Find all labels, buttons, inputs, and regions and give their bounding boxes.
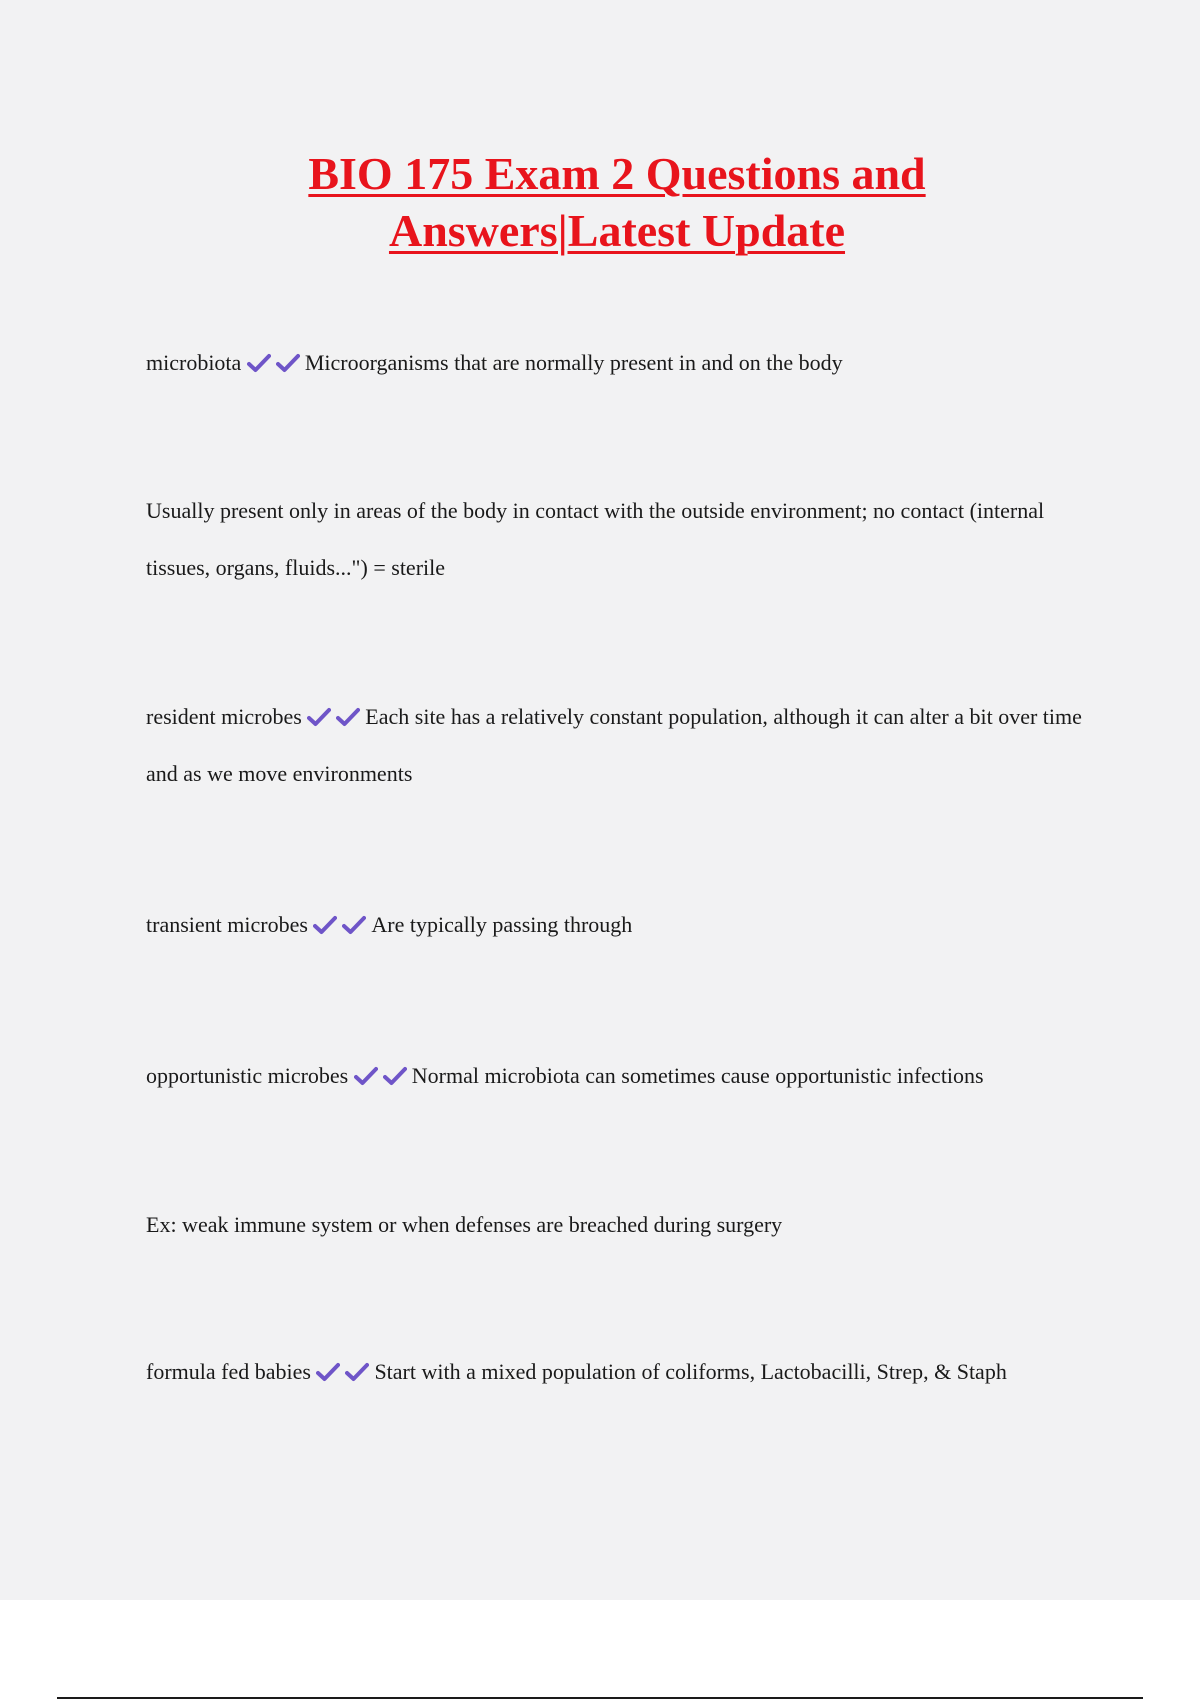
title-line-1: BIO 175 Exam 2 Questions and (308, 148, 926, 199)
entry-resident-microbes (146, 688, 1096, 802)
entry-term: microbiota (146, 350, 242, 375)
entry-definition: Normal microbiota can sometimes cause opportunistic infections (411, 1063, 984, 1088)
checkmark-icon (316, 1362, 340, 1382)
entry-transient-microbes (146, 896, 1096, 953)
checkmark-icon (307, 707, 331, 727)
entry-note-sterile (146, 482, 1096, 596)
entry-note-example (146, 1196, 1096, 1253)
footer-divider (57, 1697, 1143, 1699)
entry-text: Ex: weak immune system or when defenses are breached during surgery (146, 1212, 783, 1237)
entry-term: resident microbes (146, 704, 302, 729)
checkmark-icon (354, 1066, 378, 1086)
entry-term: transient microbes (146, 912, 308, 937)
entry-text: Usually present only in areas of the body in contact with the outside environment; no contact (internal tissues, organs, fluids...") = sterile (146, 498, 1045, 580)
checkmark-icon (383, 1066, 407, 1086)
checkmark-icon (313, 915, 337, 935)
checkmark-icon (276, 353, 300, 373)
entry-definition: Are typically passing through (371, 912, 633, 937)
checkmark-icon (345, 1362, 369, 1382)
entry-term: opportunistic microbes (146, 1063, 349, 1088)
checkmark-icon (247, 353, 271, 373)
checkmark-icon (342, 915, 366, 935)
title-line-2: Answers|Latest Update (388, 205, 846, 256)
entry-definition: Microorganisms that are normally present in and on the body (304, 350, 843, 375)
checkmark-icon (336, 707, 360, 727)
document-title (0, 145, 1200, 259)
entry-definition: Each site has a relatively constant population, although it can alter a bit over time and as we move environments (146, 704, 1082, 786)
entry-formula-fed-babies (146, 1343, 1096, 1400)
entry-term: formula fed babies (146, 1359, 311, 1384)
entry-opportunistic-microbes (146, 1047, 1096, 1104)
entry-definition: Start with a mixed population of coliforms, Lactobacilli, Strep, & Staph (374, 1359, 1007, 1384)
entry-microbiota (146, 334, 1096, 391)
